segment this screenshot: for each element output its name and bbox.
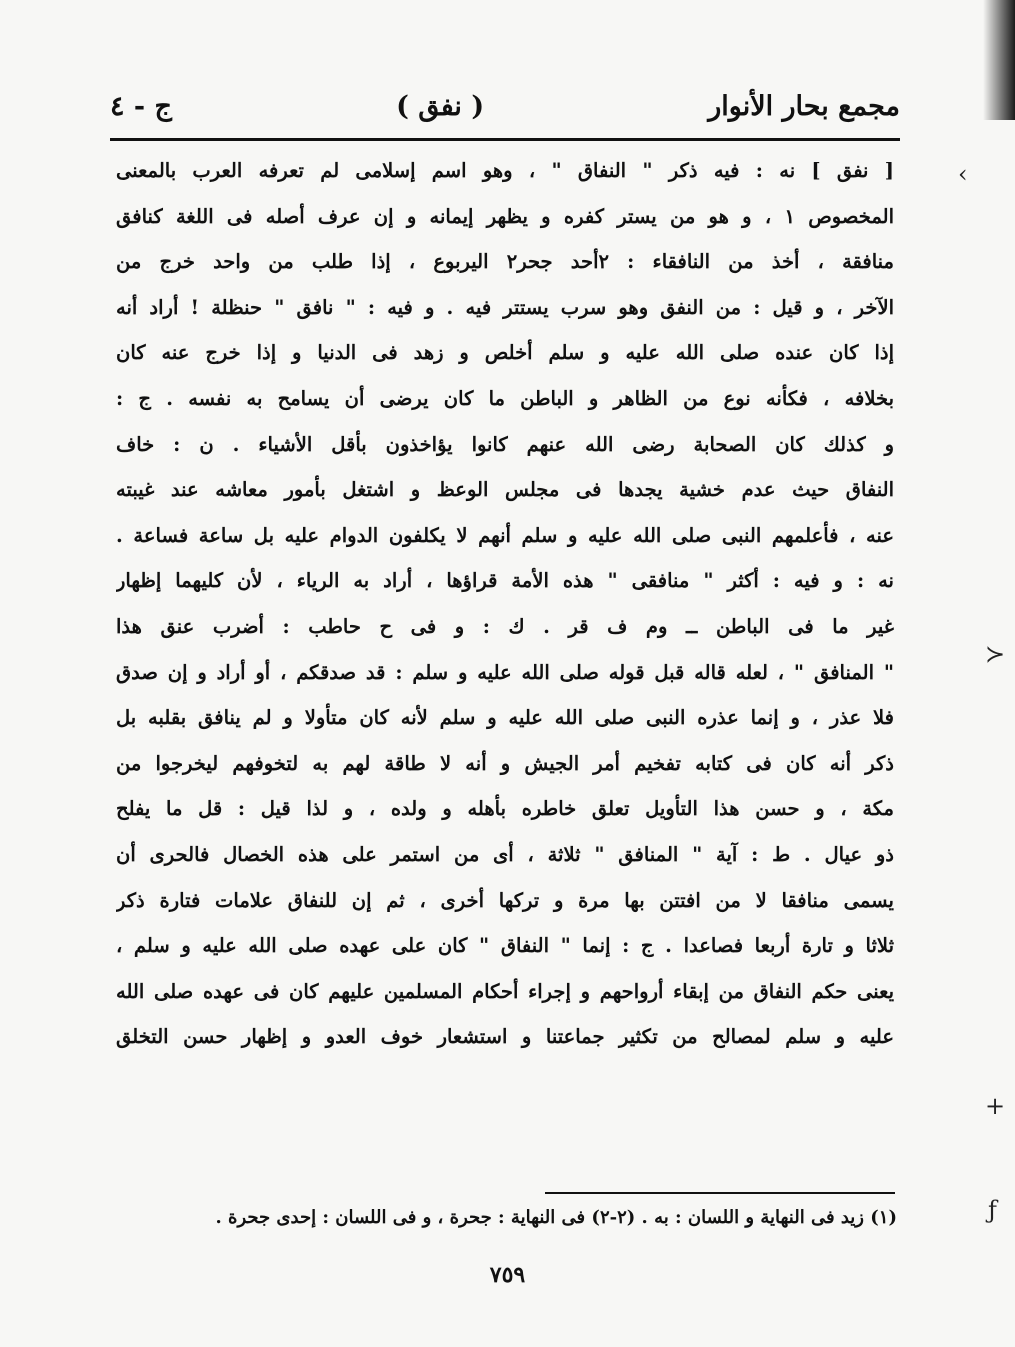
text-line: ذكر أنه كان فى كتابه تفخيم أمر الجيش و أنه لا طاقة لهم به لتخوفهم ليخرجوا من <box>116 751 894 775</box>
text-line: " المنافق " ، لعله قاله قبل قوله صلى الله عليه و سلم : قد صدقكم ، أو أراد و إن صدق <box>116 660 894 684</box>
margin-mark: ≻ <box>985 640 1006 668</box>
text-line: ثلاثا و تارة أربعا فصاعدا . ج : إنما " النفاق " كان على عهده صلى الله عليه و سلم ، <box>116 934 894 958</box>
text-line: مكة ، و حسن هذا التأويل تعلق خاطره بأهله و ولده ، و لذا قيل : قل ما يفلح <box>116 797 894 821</box>
text-line: [ نفق ] نه : فيه ذكر " النفاق " ، وهو اسم إسلامى لم تعرفه العرب بالمعنى <box>116 159 894 182</box>
text-line: النفاق حيث عدم خشية يجدها فى مجلس الوعظ و اشتغل بأمور معاشه عند غيبته <box>116 478 894 502</box>
text-line: عليه و سلم لمصالح من تكثير جماعتنا و استشعار خوف العدو و إظهار حسن التخلق <box>116 1025 894 1049</box>
text-line: بخلافه ، فكأنه نوع من الظاهر و الباطن ما كان يرضى أن يسامح به نفسه . ج : <box>116 386 894 410</box>
text-line: ذو عيال . ط : آية " المنافق " ثلاثة ، أى من استمر على هذه الخصال فالحرى أن <box>116 842 894 866</box>
body-text <box>116 148 894 1060</box>
text-line: المخصوص ١ ، و هو من يستر كفره و يظهر إيمانه و إن عرف أصله فى اللغة كنافق <box>116 204 894 228</box>
margin-mark: + <box>985 1092 1006 1120</box>
text-line: يسمى منافقا لا من افتتن بها مرة و تركها أخرى ، ثم إن للنفاق علامات فتارة ذكر <box>116 888 894 912</box>
page-number: ٧٥٩ <box>489 1262 526 1288</box>
text-line: إذا كان عنده صلى الله عليه و سلم أخلص و زهد فى الدنيا و إذا خرج عنه كان <box>116 341 894 365</box>
footnote-rule <box>545 1192 895 1194</box>
running-header <box>110 82 900 130</box>
text-line: غير ما فى الباطن ــ وم ف قر . ك : و فى ح حاطب : أضرب عنق هذا <box>116 614 894 638</box>
footnote: (١) زيد فى النهاية و اللسان : به . (٢-٢) فى النهاية : جحرة ، و فى اللسان : إحدى جحرة . <box>215 1207 897 1228</box>
scan-edge-shadow <box>983 0 1015 120</box>
text-line: الآخر ، و قيل : من النفق وهو سرب يستتر فيه . و فيه : " نافق " حنظلة ! أراد أنه <box>116 295 894 319</box>
margin-mark: ‹ <box>958 160 968 188</box>
volume-label: ج - ٤ <box>110 90 172 122</box>
header-rule <box>110 138 900 141</box>
book-title: مجمع بحار الأنوار <box>708 90 900 122</box>
margin-mark: ƒ <box>988 1196 997 1224</box>
text-line: يعنى حكم النفاق من إبقاء أرواحهم و إجراء أحكام المسلمين عليهم كان فى عهده صلى الله <box>116 979 894 1003</box>
entry-word: ( نفق ) <box>396 90 485 122</box>
text-line: منافقة ، أخذ من النافقاء : ٢أحد جحر٢ اليربوع ، إذا طلب من واحد خرج من <box>116 250 894 274</box>
text-line: عنه ، فأعلمهم النبى صلى الله عليه و سلم أنهم لا يكلفون الدوام عليه بل ساعة فساعة . <box>116 523 894 547</box>
text-line: و كذلك كان الصحابة رضى الله عنهم كانوا يؤاخذون بأقل الأشياء . ن : خاف <box>116 432 894 456</box>
text-line: فلا عذر ، و إنما عذره النبى صلى الله عليه و سلم لأنه كان متأولا و لم ينافق بقلبه بل <box>116 706 894 730</box>
text-line: نه : و فيه : أكثر " منافقى " هذه الأمة قراؤها ، أراد به الرياء ، لأن كليهما إظهار <box>116 569 894 593</box>
